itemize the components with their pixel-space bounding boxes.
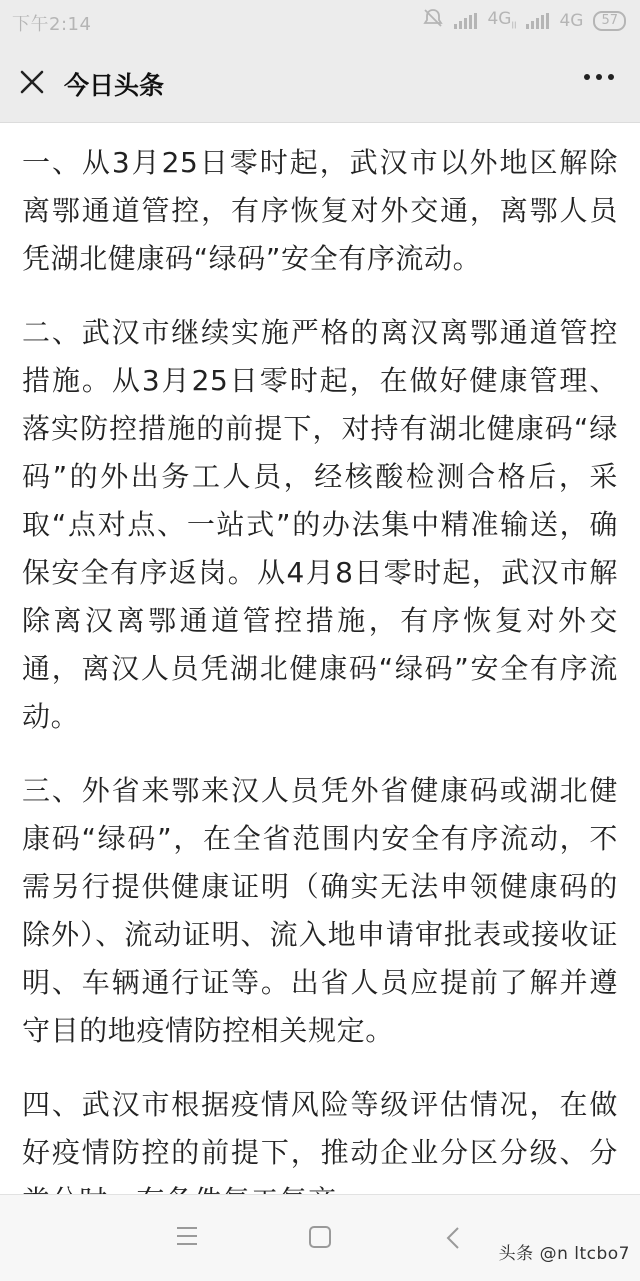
- more-dots-icon: [584, 74, 590, 80]
- article-paragraph-1: 一、从3月25日零时起，武汉市以外地区解除离鄂通道管控，有序恢复对外交通，离鄂人员凭湖北健康码“绿码”安全有序流动。: [22, 146, 618, 275]
- menu-icon: [175, 1225, 199, 1247]
- network-label-2: 4G: [559, 10, 584, 31]
- home-square-icon: [308, 1225, 332, 1249]
- back-chevron-icon: [444, 1225, 462, 1251]
- status-icons: [422, 8, 626, 33]
- article-paragraph-3: 三、外省来鄂来汉人员凭外省健康码或湖北健康码“绿码”，在全省范围内安全有序流动，不需另行提供健康证明（确实无法申领健康码的除外）、流动证明、流入地申请审批表或接收证明、车辆通行证等。出省人员应提前了解并遵守目的地疫情防控相关规定。: [22, 774, 618, 1047]
- more-options-button[interactable]: [584, 74, 614, 80]
- watermark-text: 头条 @n ltcbo7: [498, 1244, 630, 1264]
- battery-indicator: 57: [593, 11, 626, 31]
- menu-button[interactable]: [175, 1225, 199, 1251]
- status-bar: [0, 0, 640, 44]
- signal-icon-2: [526, 13, 549, 29]
- system-nav-bar: [0, 1194, 640, 1281]
- close-button[interactable]: [14, 64, 50, 100]
- page-title: 今日头条: [64, 71, 165, 100]
- network-label-1: $4G_{ll}$: [487, 9, 517, 32]
- article-content[interactable]: [0, 123, 640, 1193]
- close-icon: [19, 69, 45, 95]
- mute-icon: [422, 8, 444, 33]
- article-paragraph-4: 四、武汉市根据疫情风险等级评估情况，在做好疫情防控的前提下，推动企业分区分级、分: [22, 1088, 618, 1169]
- article-paragraph-2: 二、武汉市继续实施严格的离汉离鄂通道管控措施。从3月25日零时起，在做好健康管理、落实防控措施的前提下，对持有湖北健康码“绿码”的外出务工人员，经核酸检测合格后，采取“点对点、一站式”的办法集中精准输送，确保安全有序返岗。从4月8日零时起，武汉市解除离汉离鄂通道管控措施，有序恢复对外交通，离汉人员凭湖北健康码“绿码”安全有序流动。: [22, 316, 618, 733]
- top-nav-bar: [0, 44, 640, 123]
- status-time: 下午2:14: [12, 14, 92, 35]
- signal-icon: [454, 13, 477, 29]
- home-button[interactable]: [308, 1225, 332, 1253]
- back-button[interactable]: [444, 1225, 462, 1255]
